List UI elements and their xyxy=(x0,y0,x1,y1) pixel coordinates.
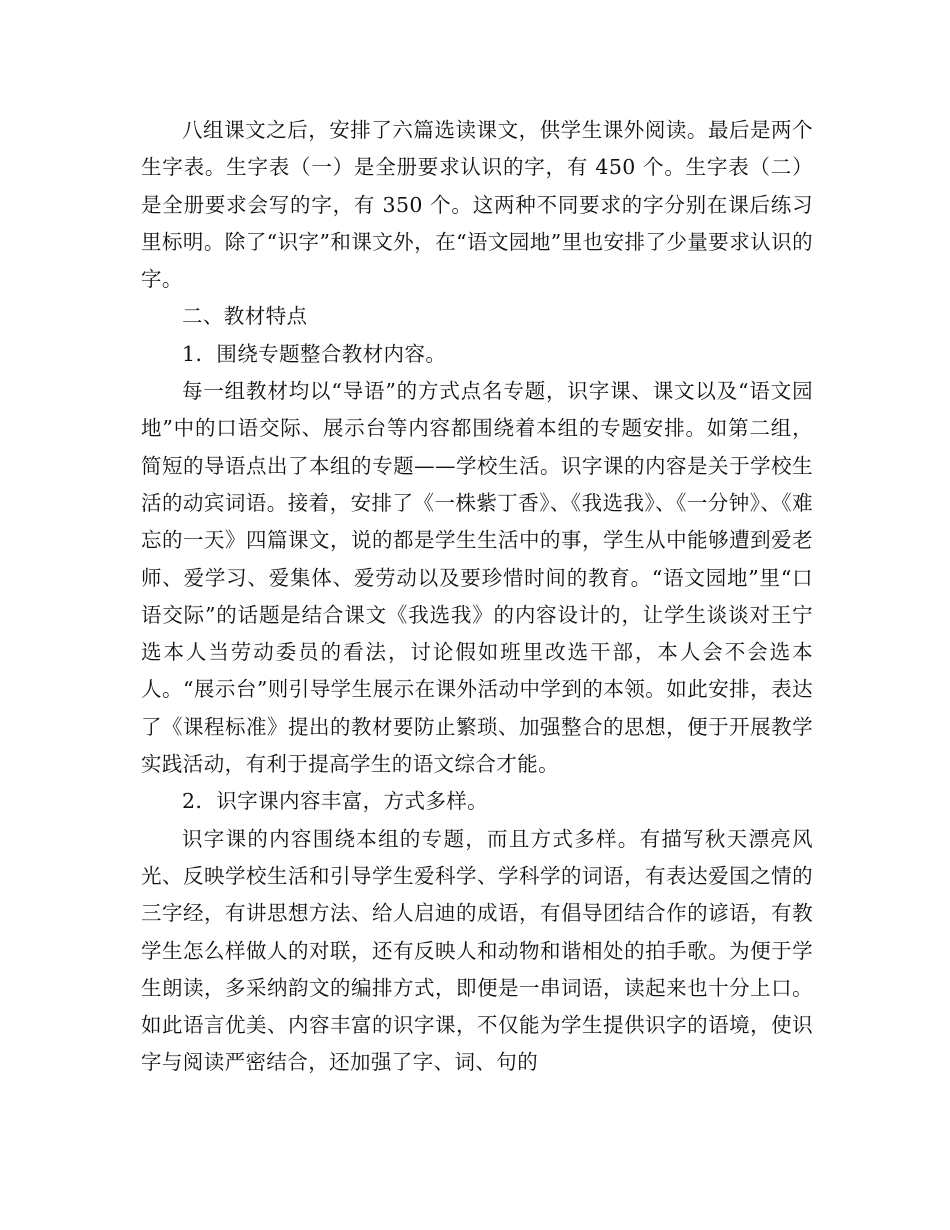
subheading-literacy-lessons: 2．识字课内容丰富，方式多样。 xyxy=(182,789,489,814)
document-body xyxy=(141,112,813,1082)
paragraph-theme-integration: 每一组教材均以“导语”的方式点名专题，识字课、课文以及“语文园地”中的口语交际、展示台等内容都围绕着本组的专题安排。如第二组，简短的导语点出了本组的专题——学校生活。识字课的内容是关于学校生活的动宾词语。接着，安排了《一株紫丁香》、《我选我》、《一分钟》、《难忘的一天》四篇课文，说的都是学生生活中的事，学生从中能够遭到爱老师、爱学习、爱集体、爱劳动以及要珍惜时间的教育。“语文园地”里“口语交际”的话题是结合课文《我选我》的内容设计的，让学生谈谈对王宁选本人当劳动委员的看法，讨论假如班里改选干部，本人会不会选本人。“展示台”则引导学生展示在课外活动中学到的本领。如此安排，表达了《课程标准》提出的教材要防止繁琐、加强整合的思想，便于开展教学实践活动，有利于提高学生的语文综合才能。 xyxy=(141,379,813,777)
paragraph-literacy-lessons: 识字课的内容围绕本组的专题，而且方式多样。有描写秋天漂亮风光、反映学校生活和引导学生爱科学、学科学的词语，有表达爱国之情的三字经，有讲思想方法、给人启迪的成语，有倡导团结合作的谚语，有教学生怎么样做人的对联，还有反映人和动物和谐相处的拍手歌。为便于学生朗读，多采纳韵文的编排方式，即便是一串词语，读起来也十分上口。如此语言优美、内容丰富的识字课，不仅能为学生提供识字的语境，使识字与阅读严密结合，还加强了字、词、句的 xyxy=(141,826,813,1075)
section-heading-textbook-features: 二、教材特点 xyxy=(182,304,308,329)
subheading-theme-integration: 1．围绕专题整合教材内容。 xyxy=(182,341,447,366)
paragraph-text-list-intro: 八组课文之后，安排了六篇选读课文，供学生课外阅读。最后是两个生字表。生字表（一）是全册要求认识的字，有 450 个。生字表（二）是全册要求会写的字，有 350 个。这两种不同要求的字分别在课后练习里标明。除了“识字”和课文外，在“语文园地”里也安排了少量要求认识的字。 xyxy=(141,118,813,292)
